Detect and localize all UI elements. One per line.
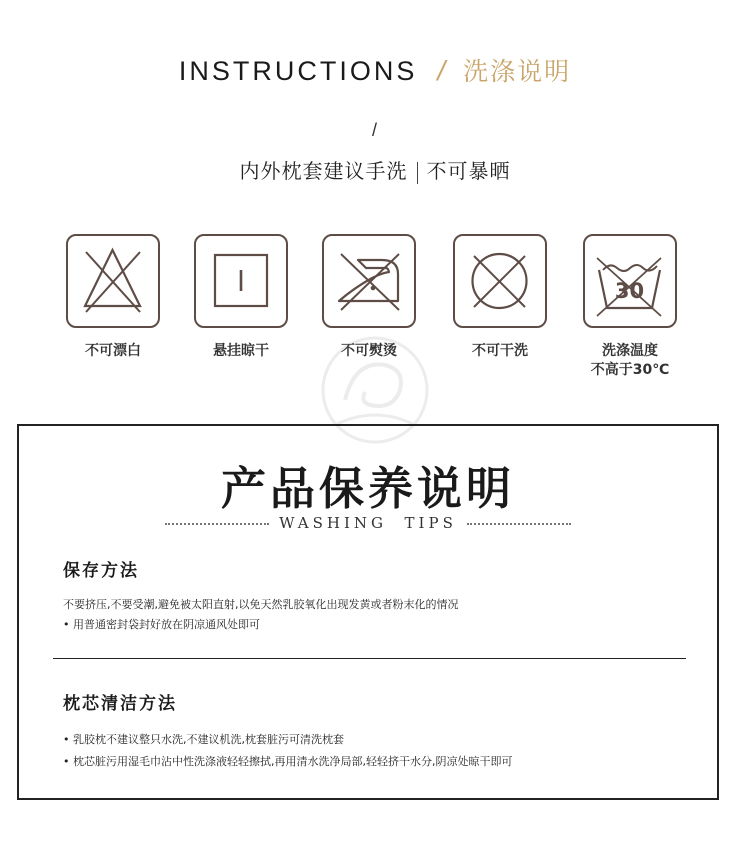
care-title: 产品保养说明	[220, 462, 515, 515]
cleaning-line-1: • 乳胶枕不建议整只水洗,不建议机洗,枕套脏污可清洗枕套	[63, 733, 344, 746]
section-divider	[53, 658, 686, 659]
wash-30-label-line1: 洗涤温度	[602, 343, 658, 359]
hang-dry-label: 悬挂晾干	[213, 343, 269, 359]
dotted-line-right	[467, 523, 571, 525]
subtitle	[0, 155, 750, 184]
no-iron-icon	[322, 234, 416, 328]
storage-line-2: • 用普通密封袋封好放在阴凉通风处即可	[63, 618, 260, 631]
care-card	[17, 424, 719, 800]
header-slash: /	[437, 55, 446, 86]
cleaning-line-2: • 枕芯脏污用湿毛巾沾中性洗涤液轻轻擦拭,再用清水洗净局部,轻轻挤干水分,阴凉处晾干即可	[63, 755, 513, 768]
subtitle-no-sun: 不可暴晒	[426, 159, 511, 183]
no-dry-clean-icon	[453, 234, 547, 328]
storage-section-title: 保存方法	[63, 561, 139, 581]
no-bleach-icon	[66, 234, 160, 328]
subtitle-hand-wash: 内外枕套建议手洗	[239, 159, 408, 183]
no-iron-label: 不可熨烫	[341, 343, 397, 359]
header-title-cn: 洗涤说明	[463, 57, 572, 86]
wash-30-label-line2: 不高于30℃	[590, 362, 670, 378]
no-dry-clean-label: 不可干洗	[472, 343, 528, 359]
no-bleach-label: 不可漂白	[85, 343, 141, 359]
subtitle-separator	[417, 162, 418, 184]
wash-30-icon	[583, 234, 677, 328]
cleaning-section-title: 枕芯清洁方法	[63, 694, 177, 714]
wash-temp-text: 30	[614, 279, 645, 303]
dotted-line-left	[165, 523, 269, 525]
small-slash: /	[372, 120, 378, 140]
hang-dry-icon	[194, 234, 288, 328]
header-title-en: INSTRUCTIONS	[178, 56, 418, 86]
storage-line-1: 不要挤压,不要受潮,避免被太阳直射,以免天然乳胶氧化出现发黄或者粉末化的情况	[63, 598, 459, 611]
page-header	[0, 52, 750, 88]
wash-30-label	[570, 342, 690, 380]
care-subtitle	[19, 514, 717, 532]
washing-tips-text: WASHING TIPS	[279, 514, 457, 532]
